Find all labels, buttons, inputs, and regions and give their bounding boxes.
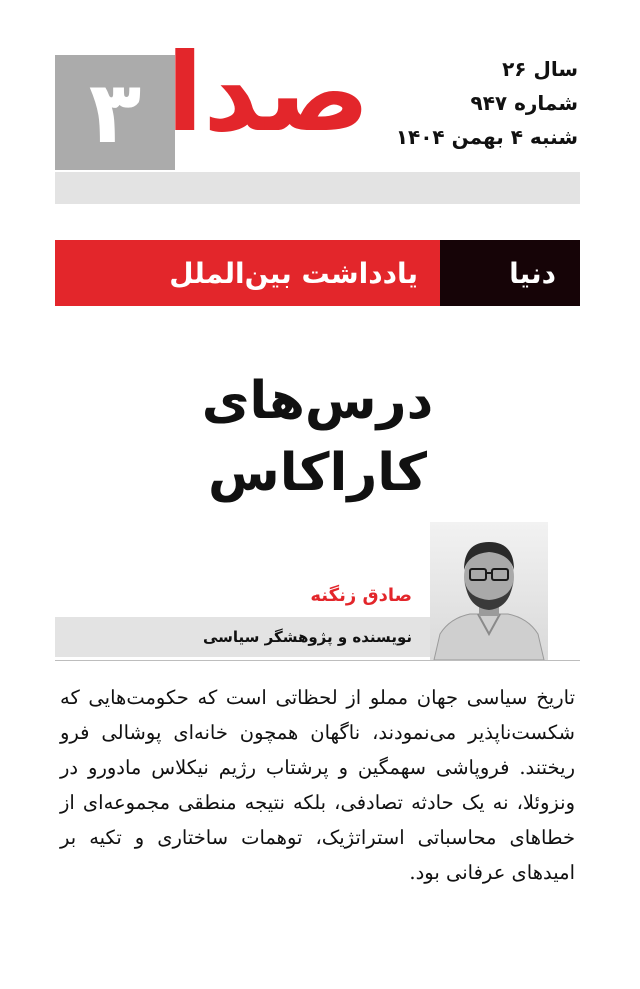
- author-divider: [55, 660, 580, 661]
- masthead: [0, 0, 640, 210]
- issue-number: شماره ۹۴۷: [470, 91, 578, 115]
- author-photo: [430, 522, 548, 660]
- headline-line: کاراکاس: [207, 443, 428, 503]
- author-name: صادق زنگنه: [310, 585, 412, 606]
- page-number: ۳: [88, 62, 142, 163]
- author-portrait-image: [430, 522, 548, 660]
- header-divider-bar: [55, 172, 580, 204]
- section-banner: [55, 240, 580, 306]
- article-headline: [55, 365, 580, 509]
- article-body: تاریخ سیاسی جهان مملو از لحظاتی است که حکومت‌هایی که شکست‌ناپذیر می‌نمودند، ناگهان همچون خانه‌ای پوشالی فرو ریختند. فروپاشی سهمگین و پرشتاب رژیم نیکلاس مادورو در ونزوئلا، نه یک حادثه تصادفی، بلکه نتیجه منطقی مجموعه‌ای از خطاهای محاسباتی استراتژیک، توهمات ساختاری و تکیه بر امیدهای عرفانی بود.: [60, 686, 575, 884]
- page-number-box: [55, 55, 175, 170]
- headline-line: درس‌های: [201, 371, 434, 431]
- section-subtitle: یادداشت بین‌الملل: [55, 240, 440, 306]
- author-role-bar: [55, 617, 430, 657]
- issue-info: [368, 52, 578, 154]
- author-role: نویسنده و پژوهشگر سیاسی: [202, 628, 412, 646]
- issue-year: سال ۲۶: [502, 57, 578, 81]
- section-name: دنیا: [440, 240, 580, 306]
- issue-date: شنبه ۴ بهمن ۱۴۰۴: [395, 125, 578, 149]
- newspaper-logo: صدا: [166, 31, 370, 156]
